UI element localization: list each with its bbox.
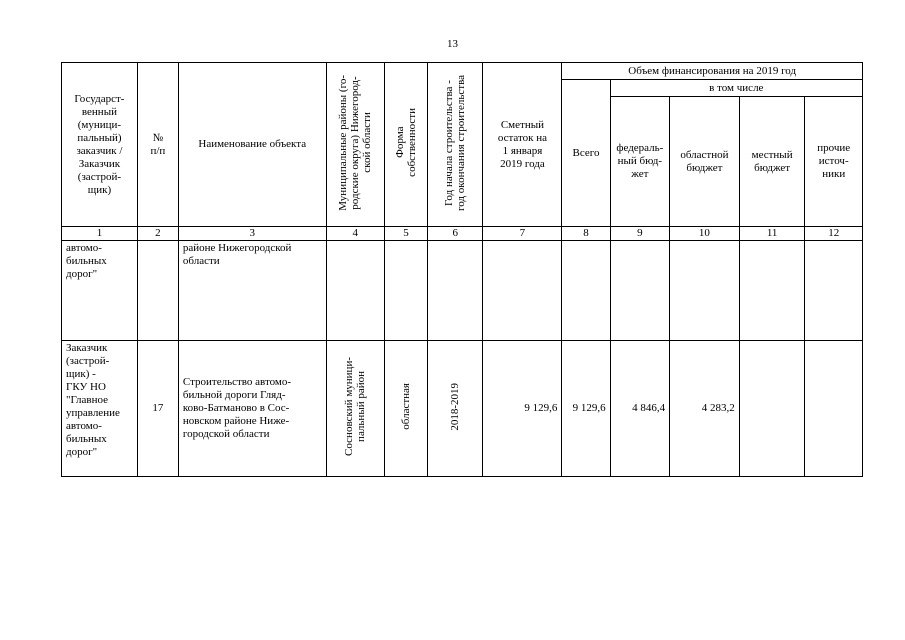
header-years: Год начала строительства - год окончания строительства [443,74,468,211]
header-including: в том числе [610,80,862,97]
header-object: Наименование объекта [178,63,326,227]
page-number: 13 [447,38,458,50]
column-number: 3 [178,227,326,241]
column-number: 4 [326,227,384,241]
cell-customer: автомо- бильных дорог" [62,241,138,341]
column-number: 12 [805,227,863,241]
cell-federal [610,241,669,341]
cell-other [805,341,863,477]
cell-ownership: областная [400,383,413,430]
column-number: 5 [385,227,428,241]
cell-local [739,341,805,477]
financing-table [61,62,863,477]
column-number: 7 [483,227,562,241]
column-number: 6 [428,227,483,241]
cell-regional [670,241,740,341]
header-estimate: Сметный остаток на 1 января 2019 года [483,63,562,227]
header-districts-cell [326,63,384,227]
table-row [62,241,863,341]
cell-object: Строительство автомо- бильной дороги Гляд- ково-Батманово в Сос- новском районе Ниже- городской области [178,341,326,477]
header-num: № п/п [137,63,178,227]
column-number: 1 [62,227,138,241]
cell-other [805,241,863,341]
header-other: прочие источ- ники [805,97,863,227]
header-row [62,63,863,80]
header-years-cell [428,63,483,227]
cell-district-cell [326,241,384,341]
cell-total [562,241,610,341]
cell-district-cell [326,341,384,477]
header-federal: федераль- ный бюд- жет [610,97,669,227]
column-number: 9 [610,227,669,241]
header-customer: Государст- венный (муници- пальный) заказчик / Заказчик (застрой- щик) [62,63,138,227]
header-ownership: Форма собственности [394,108,419,177]
cell-district: Сосновский муници- пальный район [343,357,368,456]
column-number: 2 [137,227,178,241]
header-total: Всего [562,80,610,227]
header-funding: Объем финансирования на 2019 год [562,63,863,80]
column-number-row [62,227,863,241]
cell-num [137,241,178,341]
cell-total: 9 129,6 [562,341,610,477]
header-local: местный бюджет [739,97,805,227]
table-row [62,341,863,477]
header-ownership-cell [385,63,428,227]
cell-regional: 4 283,2 [670,341,740,477]
cell-years-cell [428,241,483,341]
cell-years-cell [428,341,483,477]
cell-estimate [483,241,562,341]
header-districts: Муниципальные районы (го- родские округа) Нижегород- ской области [337,74,374,211]
header-regional: областной бюджет [670,97,740,227]
cell-estimate: 9 129,6 [483,341,562,477]
cell-local [739,241,805,341]
cell-years: 2018-2019 [449,382,462,431]
cell-object: районе Нижегородской области [178,241,326,341]
cell-ownership-cell [385,241,428,341]
cell-num: 17 [137,341,178,477]
column-number: 11 [739,227,805,241]
column-number: 8 [562,227,610,241]
cell-federal: 4 846,4 [610,341,669,477]
column-number: 10 [670,227,740,241]
cell-ownership-cell [385,341,428,477]
cell-customer: Заказчик (застрой- щик) - ГКУ НО "Главное управление автомо- бильных дорог" [62,341,138,477]
